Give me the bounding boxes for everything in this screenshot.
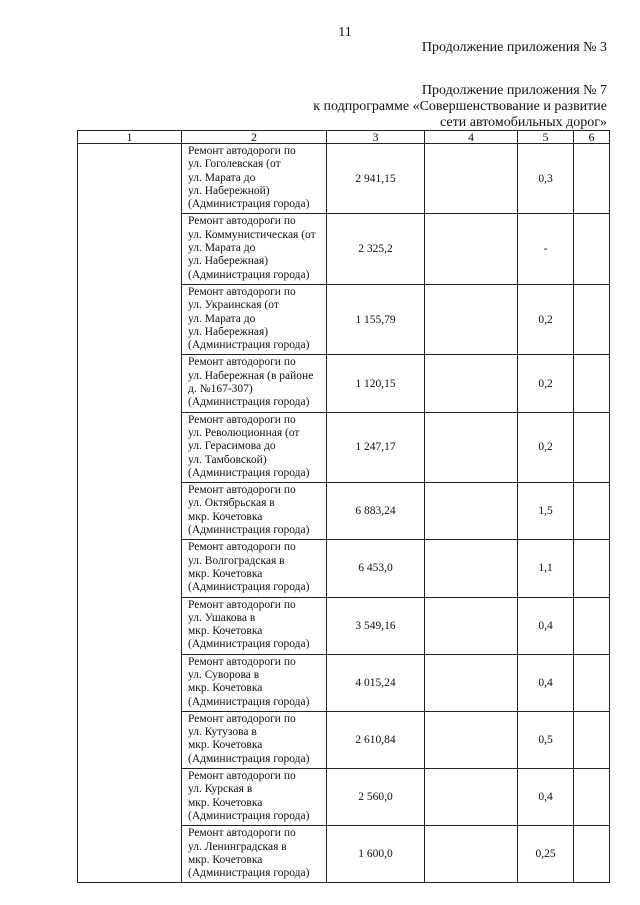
description-line: (Администрация города) bbox=[188, 198, 310, 211]
description-line: Ремонт автодороги по bbox=[188, 413, 296, 426]
description-line: ул. Коммунистическая (от bbox=[188, 228, 316, 241]
description-line: ул. Суворова в bbox=[188, 668, 260, 681]
cost-cell: 1 120,15 bbox=[327, 355, 425, 412]
road-description-cell bbox=[182, 711, 327, 768]
length-cell: 0,3 bbox=[518, 144, 574, 214]
description-line: ул. Курская в bbox=[188, 783, 253, 796]
column-4-cell bbox=[425, 214, 518, 284]
column-4-cell bbox=[425, 483, 518, 540]
length-cell: 1,1 bbox=[518, 540, 574, 597]
column-6-cell bbox=[574, 214, 610, 284]
description-line: ул. Революционная (от bbox=[188, 426, 300, 439]
description-line: мкр. Кочетовка bbox=[188, 682, 263, 695]
description-line: ул. Набережной) bbox=[188, 184, 270, 197]
column-header-5: 5 bbox=[518, 131, 574, 144]
description-line: Ремонт автодороги по bbox=[188, 484, 296, 497]
road-description-cell bbox=[182, 483, 327, 540]
column-6-cell bbox=[574, 540, 610, 597]
column-6-cell bbox=[574, 769, 610, 826]
column-4-cell bbox=[425, 412, 518, 482]
description-line: Ремонт автодороги по bbox=[188, 145, 296, 157]
length-cell: 0,4 bbox=[518, 654, 574, 711]
description-line: (Администрация города) bbox=[188, 466, 310, 479]
appendix-continuation-label: Продолжение приложения № 3 bbox=[421, 40, 607, 55]
column-6-cell bbox=[574, 597, 610, 654]
description-line: ул. Герасимова до bbox=[188, 440, 276, 453]
description-line: ул. Тамбовской) bbox=[188, 453, 267, 466]
description-line: ул. Кутузова в bbox=[188, 726, 257, 739]
length-cell: 0,2 bbox=[518, 412, 574, 482]
column-6-cell bbox=[574, 826, 610, 883]
cost-cell: 6 453,0 bbox=[327, 540, 425, 597]
column-6-cell bbox=[574, 144, 610, 214]
description-line: Ремонт автодороги по bbox=[188, 598, 296, 611]
description-line: ул. Гоголевская (от bbox=[188, 158, 281, 171]
table-row bbox=[78, 144, 610, 214]
page-number: 11 bbox=[338, 25, 352, 40]
cost-cell: 2 941,15 bbox=[327, 144, 425, 214]
length-cell: 0,2 bbox=[518, 355, 574, 412]
subheader-line-3: сети автомобильных дорог» bbox=[440, 115, 607, 130]
length-cell: 0,2 bbox=[518, 284, 574, 354]
cost-cell: 4 015,24 bbox=[327, 654, 425, 711]
column-6-cell bbox=[574, 711, 610, 768]
road-description-cell bbox=[182, 284, 327, 354]
length-cell: 0,4 bbox=[518, 769, 574, 826]
description-line: ул. Набережная) bbox=[188, 255, 269, 268]
column-4-cell bbox=[425, 284, 518, 354]
description-line: Ремонт автодороги по bbox=[188, 356, 296, 369]
description-line: мкр. Кочетовка bbox=[188, 796, 263, 809]
description-line: (Администрация города) bbox=[188, 524, 310, 537]
column-header-2: 2 bbox=[182, 131, 327, 144]
description-line: мкр. Кочетовка bbox=[188, 739, 263, 752]
description-line: ул. Ленинградская в bbox=[188, 840, 287, 853]
description-line: (Администрация города) bbox=[188, 396, 310, 409]
description-line: ул. Марата до bbox=[188, 242, 256, 255]
cost-cell: 2 560,0 bbox=[327, 769, 425, 826]
column-header-1: 1 bbox=[78, 131, 182, 144]
road-description-cell bbox=[182, 826, 327, 883]
description-line: Ремонт автодороги по bbox=[188, 712, 296, 725]
column-6-cell bbox=[574, 284, 610, 354]
column-1-cell bbox=[78, 144, 182, 883]
column-4-cell bbox=[425, 144, 518, 214]
description-line: (Администрация города) bbox=[188, 268, 310, 281]
description-line: ул. Волгоградская в bbox=[188, 554, 285, 567]
length-cell: 0,25 bbox=[518, 826, 574, 883]
description-line: (Администрация города) bbox=[188, 809, 310, 822]
column-6-cell bbox=[574, 483, 610, 540]
column-header-6: 6 bbox=[574, 131, 610, 144]
description-line: мкр. Кочетовка bbox=[188, 567, 263, 580]
description-line: Ремонт автодороги по bbox=[188, 541, 296, 554]
description-line: (Администрация города) bbox=[188, 581, 310, 594]
cost-cell: 1 247,17 bbox=[327, 412, 425, 482]
cost-cell: 6 883,24 bbox=[327, 483, 425, 540]
description-line: (Администрация города) bbox=[188, 638, 310, 651]
road-description-cell bbox=[182, 597, 327, 654]
length-cell: 0,4 bbox=[518, 597, 574, 654]
road-description-cell bbox=[182, 654, 327, 711]
cost-cell: 3 549,16 bbox=[327, 597, 425, 654]
description-line: ул. Марата до bbox=[188, 312, 256, 325]
column-4-cell bbox=[425, 597, 518, 654]
cost-cell: 2 610,84 bbox=[327, 711, 425, 768]
description-line: (Администрация города) bbox=[188, 867, 310, 880]
road-description-cell bbox=[182, 540, 327, 597]
length-cell: 1,5 bbox=[518, 483, 574, 540]
road-description-cell bbox=[182, 214, 327, 284]
subheader-line-1: Продолжение приложения № 7 bbox=[421, 83, 607, 98]
description-line: Ремонт автодороги по bbox=[188, 770, 296, 783]
description-line: Ремонт автодороги по bbox=[188, 215, 296, 228]
column-6-cell bbox=[574, 654, 610, 711]
cost-cell: 2 325,2 bbox=[327, 214, 425, 284]
description-line: ул. Набережная) bbox=[188, 325, 269, 338]
description-line: ул. Октябрьская в bbox=[188, 497, 275, 510]
road-description-cell bbox=[182, 355, 327, 412]
column-6-cell bbox=[574, 412, 610, 482]
description-line: ул. Украинская (от bbox=[188, 299, 279, 312]
column-4-cell bbox=[425, 711, 518, 768]
description-line: ул. Ушакова в bbox=[188, 611, 256, 624]
road-description-cell bbox=[182, 144, 327, 214]
subheader-line-2: к подпрограмме «Совершенствование и развитие bbox=[313, 99, 607, 114]
description-line: Ремонт автодороги по bbox=[188, 285, 296, 298]
description-line: ул. Марата до bbox=[188, 171, 256, 184]
description-line: д. №167-307) bbox=[188, 383, 253, 396]
column-4-cell bbox=[425, 654, 518, 711]
description-line: мкр. Кочетовка bbox=[188, 510, 263, 523]
column-4-cell bbox=[425, 769, 518, 826]
column-4-cell bbox=[425, 355, 518, 412]
road-repair-table bbox=[77, 130, 610, 883]
road-description-cell bbox=[182, 769, 327, 826]
description-line: Ремонт автодороги по bbox=[188, 655, 296, 668]
description-line: (Администрация города) bbox=[188, 339, 310, 352]
description-line: Ремонт автодороги по bbox=[188, 827, 296, 840]
description-line: мкр. Кочетовка bbox=[188, 625, 263, 638]
table-body bbox=[78, 144, 610, 883]
road-description-cell bbox=[182, 412, 327, 482]
description-line: (Администрация города) bbox=[188, 752, 310, 765]
column-header-4: 4 bbox=[425, 131, 518, 144]
length-cell: - bbox=[518, 214, 574, 284]
column-4-cell bbox=[425, 540, 518, 597]
description-line: мкр. Кочетовка bbox=[188, 853, 263, 866]
table-header-row bbox=[78, 131, 610, 144]
column-6-cell bbox=[574, 355, 610, 412]
column-header-3: 3 bbox=[327, 131, 425, 144]
cost-cell: 1 155,79 bbox=[327, 284, 425, 354]
cost-cell: 1 600,0 bbox=[327, 826, 425, 883]
description-line: (Администрация города) bbox=[188, 695, 310, 708]
subprogram-header bbox=[307, 83, 607, 131]
description-line: ул. Набережная (в районе bbox=[188, 369, 314, 382]
length-cell: 0,5 bbox=[518, 711, 574, 768]
column-4-cell bbox=[425, 826, 518, 883]
